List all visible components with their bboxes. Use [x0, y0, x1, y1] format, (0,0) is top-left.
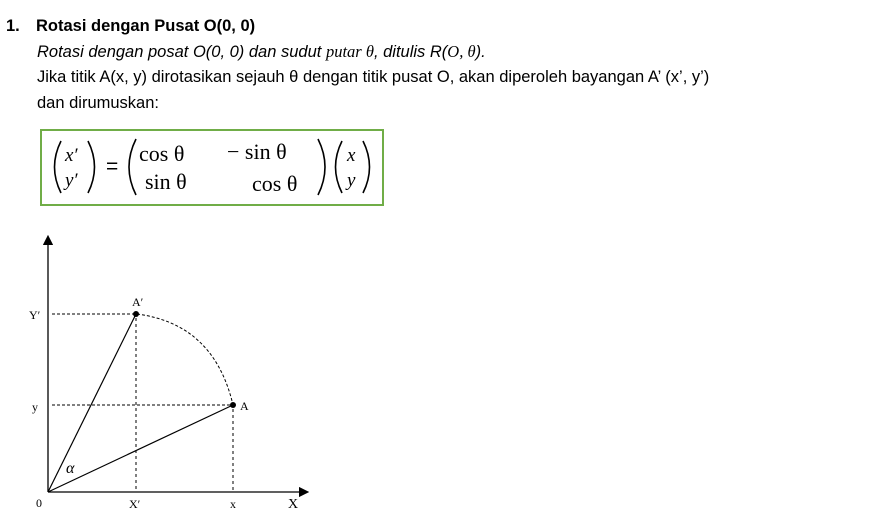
- label-point-a-prime: A′: [132, 295, 144, 309]
- point-a-prime: [133, 311, 139, 317]
- lhs-top: x′: [65, 145, 78, 166]
- definition-prefix: Rotasi dengan posat O(0, 0) dan sudut: [37, 43, 326, 61]
- label-origin: 0: [36, 496, 42, 510]
- label-point-a: A: [240, 399, 249, 413]
- definition-end: ).: [475, 43, 486, 61]
- vec-bottom: y: [347, 170, 356, 191]
- matrix-m21: sin θ: [145, 169, 187, 194]
- segment-o-a-prime: [48, 314, 136, 492]
- vec-top: x: [347, 145, 356, 166]
- label-y-prime: Y′: [29, 308, 41, 322]
- rotation-arc: [137, 314, 233, 405]
- section-title: Rotasi dengan Pusat O(0, 0): [36, 17, 256, 35]
- label-x-axis: X: [288, 497, 299, 512]
- lhs-bottom: y′: [65, 170, 78, 191]
- label-y: y: [32, 400, 38, 414]
- continuation-line: dan dirumuskan:: [37, 94, 159, 112]
- definition-mid: , ditulis R(: [373, 43, 448, 61]
- label-x-prime: X′: [129, 497, 141, 511]
- formula-equals: =: [106, 155, 119, 178]
- matrix-m12: − sin θ: [227, 139, 287, 164]
- matrix-m11: cos θ: [139, 141, 185, 166]
- definition-r-args: O, θ: [447, 42, 476, 61]
- label-angle-alpha: α: [66, 460, 75, 477]
- segment-o-a: [48, 405, 233, 492]
- label-x: x: [230, 497, 236, 511]
- definition-putar: putar θ: [325, 42, 374, 61]
- point-a: [230, 402, 236, 408]
- description-line: Jika titik A(x, y) dirotasikan sejauh θ dengan titik pusat O, akan diperoleh bayangan A’ (x’, y’): [37, 68, 710, 86]
- section-number: 1.: [6, 17, 20, 35]
- matrix-m22: cos θ: [252, 171, 298, 196]
